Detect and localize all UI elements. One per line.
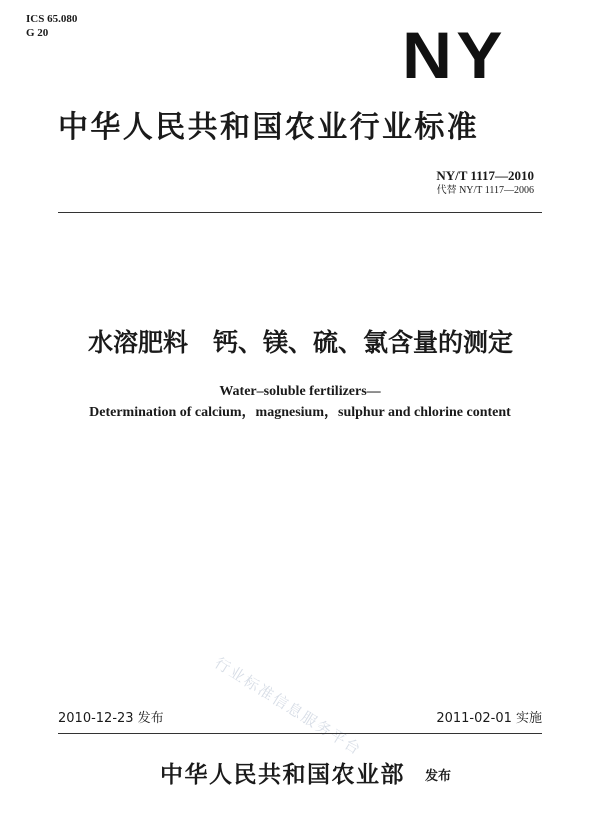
publish-label: 发布	[425, 769, 452, 784]
implementation-date: 2011-02-01 实施	[436, 711, 542, 726]
issue-date: 2010-12-23 发布	[58, 711, 164, 726]
ccs-code: G 20	[26, 27, 49, 39]
replaces-standard: 代替 NY/T 1117—2006	[436, 185, 534, 196]
english-title	[0, 381, 600, 423]
ny-logo: NY	[402, 18, 507, 92]
top-divider	[58, 212, 542, 213]
standard-code: NY/T 1117—2010	[436, 168, 534, 183]
standard-type-heading: 中华人民共和国农业行业标准	[58, 110, 480, 145]
english-title-line-2: Determination of calcium，magnesium，sulphur and chlorine content	[89, 405, 511, 420]
classification-codes	[26, 12, 77, 40]
ics-code: ICS 65.080	[26, 13, 78, 25]
chinese-title: 水溶肥料 钙、镁、硫、氯含量的测定	[88, 328, 514, 357]
english-title-line-1: Water–soluble fertilizers—	[219, 384, 381, 399]
bottom-divider	[58, 733, 542, 734]
watermark: 行业标准信息服务平台	[211, 653, 366, 760]
publisher-name: 中华人民共和国农业部	[160, 762, 405, 788]
standard-number-block	[436, 167, 534, 198]
